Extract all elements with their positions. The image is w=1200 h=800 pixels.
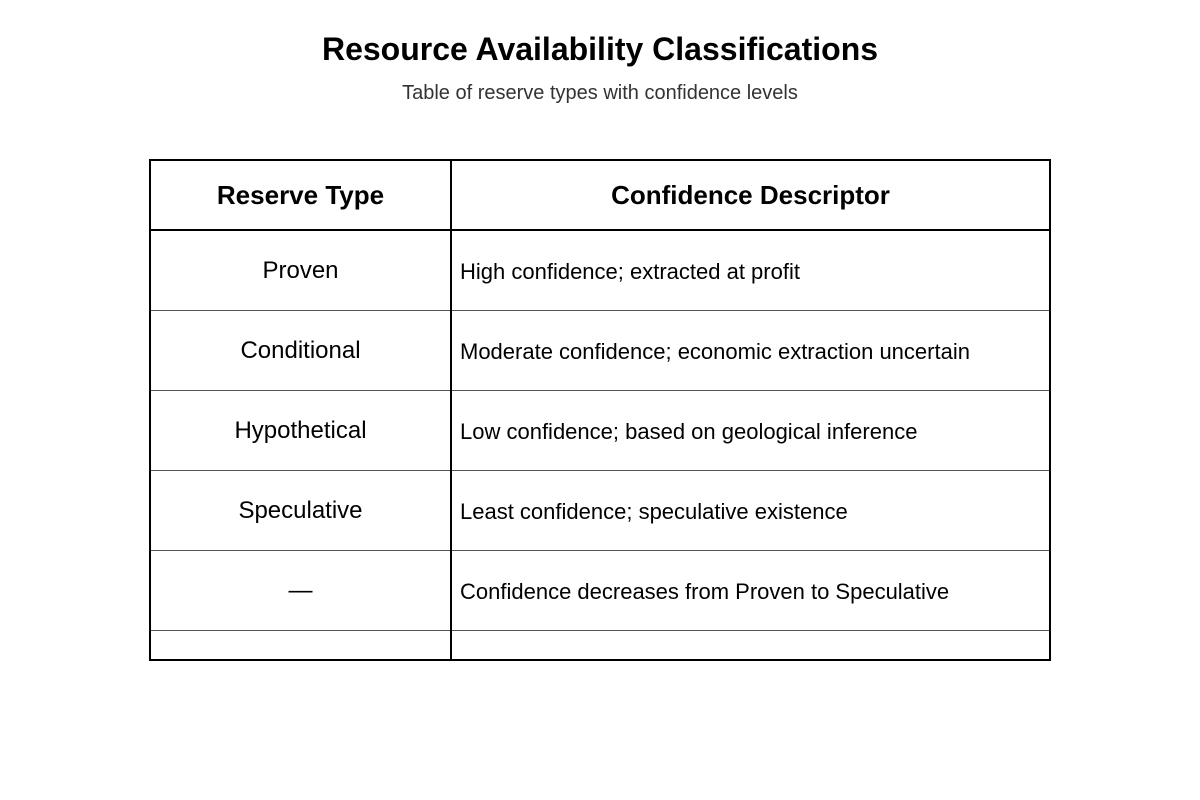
- reserve-type-cell: Proven: [262, 257, 339, 284]
- table-row: [151, 311, 1049, 391]
- confidence-descriptor-cell: High confidence; extracted at profit: [460, 259, 800, 284]
- confidence-descriptor-cell: Confidence decreases from Proven to Speculative: [460, 579, 950, 604]
- reserve-type-cell: Speculative: [238, 497, 363, 524]
- confidence-descriptor-cell: Moderate confidence; economic extraction uncertain: [460, 339, 970, 364]
- confidence-descriptor-cell: [460, 631, 1045, 711]
- confidence-descriptor-cell: Least confidence; speculative existence: [460, 499, 848, 524]
- page-title: Resource Availability Classifications: [321, 31, 879, 67]
- table-row: [151, 231, 1049, 311]
- reserve-table: [149, 159, 1051, 661]
- page-subtitle: Table of reserve types with confidence levels: [402, 82, 798, 104]
- reserve-type-cell: —: [288, 577, 313, 604]
- table-row: [151, 551, 1049, 631]
- reserve-type-cell: Hypothetical: [234, 417, 367, 444]
- table-row: [151, 471, 1049, 551]
- table-row-empty: [151, 631, 1049, 659]
- table-row: [151, 391, 1049, 471]
- reserve-type-cell: Conditional: [240, 337, 361, 364]
- table-header-row: [151, 161, 1049, 231]
- confidence-descriptor-cell: Low confidence; based on geological inference: [460, 419, 918, 444]
- reserve-type-cell: [151, 631, 450, 711]
- column-header-confidence-descriptor: Confidence Descriptor: [611, 180, 890, 210]
- column-header-reserve-type: Reserve Type: [216, 180, 385, 210]
- column-divider: [450, 161, 452, 659]
